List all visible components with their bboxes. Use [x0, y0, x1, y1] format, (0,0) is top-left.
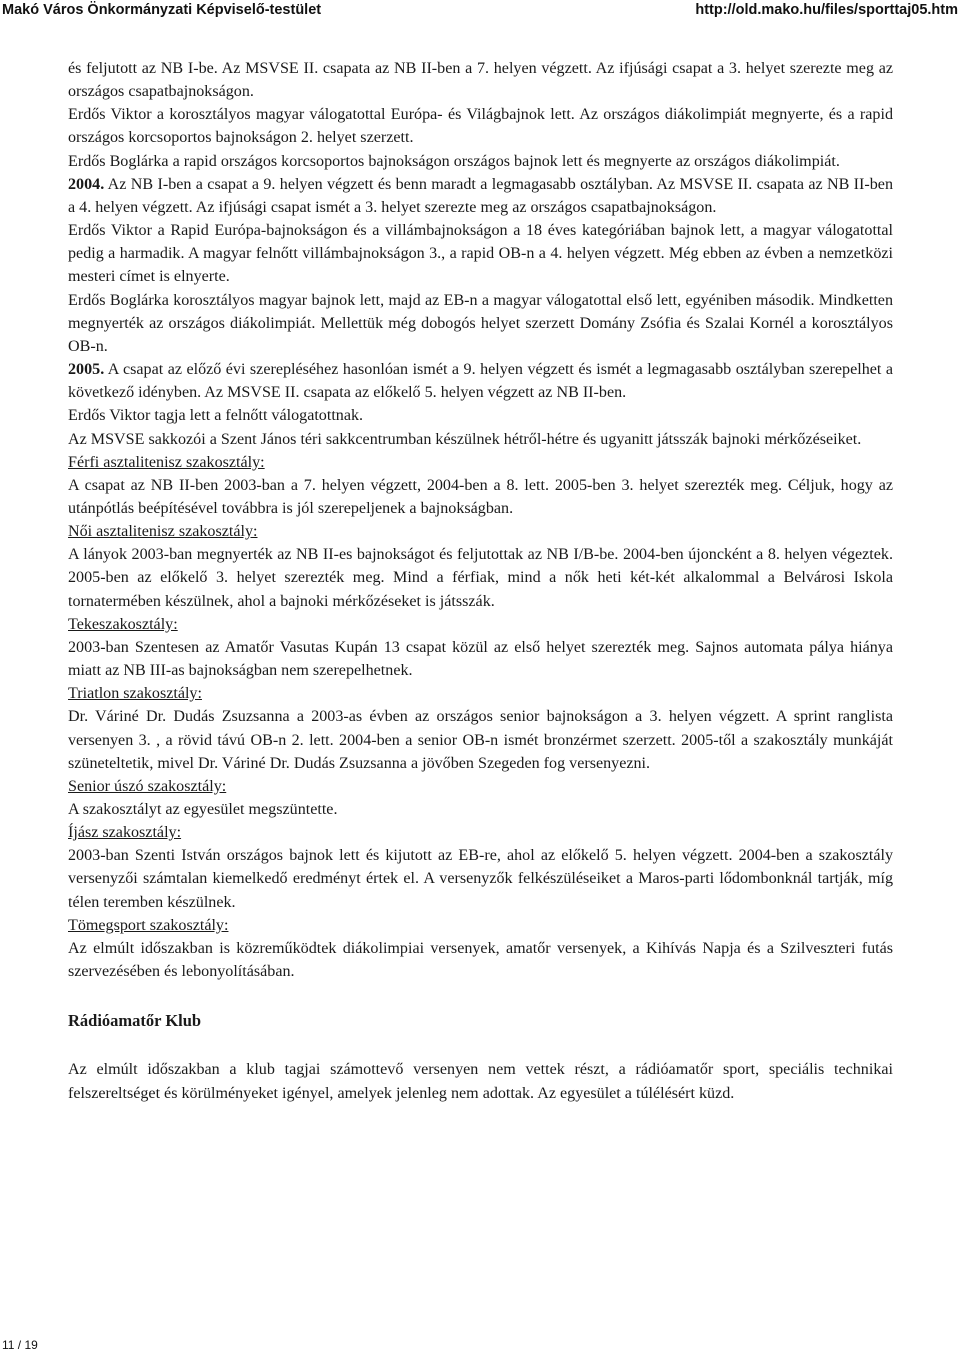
paragraph-2005: [68, 358, 893, 404]
paragraph: 2003-ban Szentesen az Amatőr Vasutas Kupán 13 csapat közül az első helyet szerezték meg. Sajnos automata pálya hiánya miatt az NB III-as bajnokságban nem szerepelhetnek.: [68, 638, 893, 680]
paragraph: Erdős Viktor tagja lett a felnőtt válogatottnak.: [68, 407, 364, 425]
paragraph: Erdős Boglárka a rapid országos korcsoportos bajnokságon országos bajnok lett és megnyerte az országos diákolimpiát.: [68, 152, 840, 170]
page-header: [0, 2, 960, 22]
section-heading-ijasz: Íjász szakosztály:: [68, 824, 182, 842]
paragraph: Az elmúlt időszakban a klub tagjai számottevő versenyen nem vettek részt, a rádióamatőr sport, speciális technikai felszereltséget és körülményeket igényel, amelyek jelenleg nem adottak. Az egyesület a túlélésért küzd.: [68, 1061, 893, 1102]
paragraph: 2003-ban Szenti István országos bajnok lett és kijutott az EB-re, ahol az előkelő 5. helyen végzett. 2004-ben a szakosztály versenyzői számtalan kiemelkedő eredményt értek el. A versenyzők felkészüléseiket a Maros-parti lődombonknál tartják, míg télen teremben készülnek.: [68, 847, 893, 911]
header-url: http://old.mako.hu/files/sporttaj05.htm: [695, 2, 958, 18]
section-heading-triatlon: Triatlon szakosztály:: [68, 685, 202, 703]
club-heading: Rádióamatőr Klub: [68, 1011, 202, 1031]
year-label: 2004.: [68, 175, 105, 193]
section-heading-tomegsport: Tömegsport szakosztály:: [68, 916, 229, 934]
paragraph: és feljutott az NB I-be. Az MSVSE II. csapata az NB II-ben a 7. helyen végzett. Az ifjúsági csapat a 3. helyet szerezte meg az országos csapatbajnokságon.: [68, 60, 893, 101]
paragraph: A csapat az NB II-ben 2003-ban a 7. helyen végzett, 2004-ben a 8. lett. 2005-ben 3. helyet szerezték meg. Céljuk, hogy az utánpótlás beépítésével továbbra is jól szerepeljenek a bajnokságban.: [68, 476, 893, 517]
section-heading-senior-uszo: Senior úszó szakosztály:: [68, 777, 227, 795]
paragraph-2004: [68, 173, 893, 219]
page-number: 11 / 19: [2, 1338, 38, 1352]
paragraph: A szakosztályt az egyesület megszüntette.: [68, 801, 338, 818]
section-heading-ferfi-asztalitenisz: Férfi asztalitenisz szakosztály:: [68, 453, 265, 471]
paragraph: Dr. Váriné Dr. Dudás Zsuzsanna a 2003-as évben az országos senior bajnokságon a 3. helyen végzett. A sprint ranglista versenyen 3. , a rövid távú OB-n 2. lett. 2004-ben a senior OB-n ismét bronzérmet szerzett. 2005-től a szakosztály munkáját szüneteltetik, mivel Dr. Váriné Dr. Dudás Zsuzsanna a jövőben Szegeden fog versenyezni.: [68, 708, 893, 772]
paragraph: Erdős Viktor a korosztályos magyar válogatottal Európa- és Világbajnok lett. Az országos diákolimpiát megnyerte, és a rapid országos korcsoportos bajnokságon 2. helyet szerzett.: [68, 106, 893, 147]
paragraph: Az MSVSE sakkozói a Szent János téri sakkcentrumban készülnek hétről-hétre és ugyanitt játsszák bajnoki mérkőzéseiket.: [68, 430, 862, 448]
paragraph-text: A csapat az előző évi szerepléséhez hasonlóan ismét a 9. helyen végzett és ismét a legmagasabb osztályban szerepelhet a következő idényben. Az MSVSE II. csapata az előkelő 5. helyen végzett az NB II-ben.: [68, 361, 893, 402]
paragraph: Erdős Viktor a Rapid Európa-bajnokságon és a villámbajnokságon a 18 éves kategóriában bajnok lett, a magyar válogatottal pedig a harmadik. A magyar felnőtt villámbajnokságon 3., a rapid OB-n a 4. helyen végzett. Még ebben az évben a nemzetközi mesteri címet is elnyerte.: [68, 222, 893, 286]
document-body: [68, 57, 893, 1105]
paragraph: Erdős Boglárka korosztályos magyar bajnok lett, majd az EB-n a magyar válogatottal első lett, egyéniben második. Mindketten megnyerték az országos diákolimpiát. Mellettük még dobogós helyet szerzett Domány Zsófia és Szalai Kornél a korosztályos OB-n.: [68, 291, 893, 355]
section-heading-teke: Tekeszakosztály:: [68, 615, 178, 633]
year-label: 2005.: [68, 361, 105, 379]
section-heading-noi-asztalitenisz: Női asztalitenisz szakosztály:: [68, 523, 258, 541]
header-title: Makó Város Önkormányzati Képviselő-testület: [2, 2, 322, 18]
paragraph: A lányok 2003-ban megnyerték az NB II-es bajnokságot és feljutottak az NB I/B-be. 2004-ben újoncként a 8. helyen végeztek. 2005-ben az előkelő 3. helyet szerezték meg. Mind a férfiak, mind a nők heti két-két alkalommal a Belvárosi Iskola tornatermében készülnek, ahol a bajnoki mérkőzéseket is játsszák.: [68, 546, 893, 610]
paragraph: Az elmúlt időszakban is közreműködtek diákolimpiai versenyek, amatőr versenyek, a Kihívás Napja és a Szilveszteri futás szervezésében és lebonyolításában.: [68, 939, 893, 981]
paragraph-text: Az NB I-ben a csapat a 9. helyen végzett és benn maradt a legmagasabb osztályban. Az MSVSE II. csapata az NB II-ben a 4. helyen végzett. Az ifjúsági csapat ismét a 3. helyet szerezte meg az országos csapatbajnokságon.: [68, 175, 893, 216]
